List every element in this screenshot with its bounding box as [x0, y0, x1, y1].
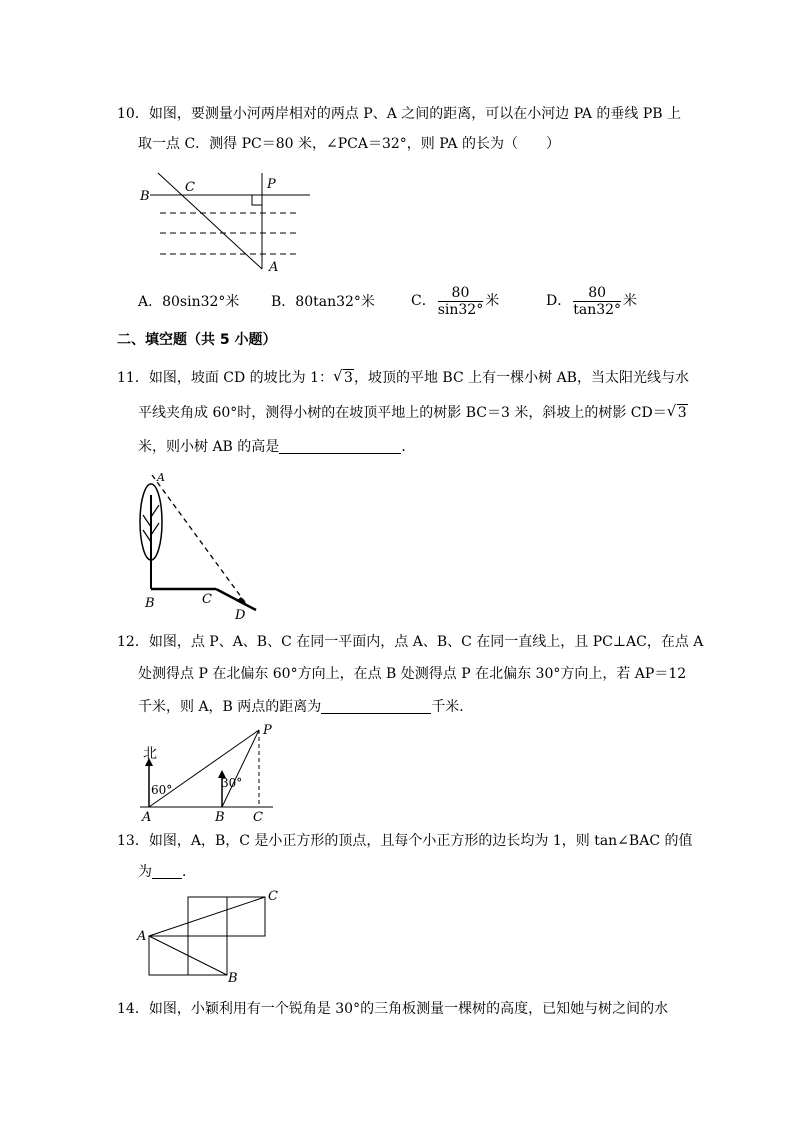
q11-sqrt-2-value: 3 — [677, 405, 687, 421]
q12-label-p: P — [263, 723, 272, 738]
q10-text1: 如图，要测量小河两岸相对的两点 P、A 之间的距离，可以在小河边 PA 的垂线 PB 上 — [148, 106, 682, 122]
q13-line2 — [138, 862, 196, 882]
q10-label-p: P — [267, 177, 276, 192]
q13-text2a: 为 — [138, 864, 152, 880]
q11-text3a: 米，则小树 AB 的高是 — [138, 439, 280, 455]
q10-option-c-den: sin32° — [437, 301, 484, 318]
q11-sqrt-1-value: 3 — [344, 370, 353, 386]
q11-text2a: 平线夹角成 60°时，测得小树的在坡顶平地上的树影 BC＝3 米，斜坡上的树影 CD＝ — [138, 405, 667, 421]
q13-label-b: B — [228, 971, 238, 985]
q10-option-c-label: C． — [411, 293, 436, 309]
q11-label-d: D — [235, 608, 246, 622]
section-title: 二、填空题（共 5 小题） — [117, 332, 277, 348]
q10-option-c — [411, 284, 499, 318]
q13-text2b: ． — [182, 864, 196, 880]
q12-label-a: A — [142, 810, 152, 825]
q12-line-bp — [222, 730, 259, 807]
q11-label-b: B — [145, 596, 155, 611]
q12-text3b: 千米． — [431, 699, 474, 715]
q12-angle-30: 30° — [221, 776, 243, 790]
q10-line1 — [117, 104, 681, 124]
q12-angle-60: 60° — [151, 783, 173, 797]
q11-text1b: ，坡顶的平地 BC 上有一棵小树 AB，当太阳光线与水 — [353, 370, 689, 386]
q13-line-ac — [149, 897, 265, 936]
q12-line1 — [117, 632, 703, 652]
q13-line1 — [117, 831, 692, 851]
q10-line2: 取一点 C．测得 PC＝80 米，∠PCA＝32°，则 PA 的长为（ ） — [138, 136, 560, 152]
q13-label-c: C — [268, 889, 278, 904]
q11-answer-blank[interactable] — [279, 439, 401, 454]
q11-text1a: 如图，坡面 CD 的坡比为 1： — [148, 370, 334, 386]
q10-option-d-den: tan32° — [573, 301, 622, 318]
q10-option-a: A．80sin32°米 — [138, 294, 240, 310]
q12-line3 — [138, 697, 473, 717]
q12-text3a: 千米，则 A，B 两点的距离为 — [138, 699, 322, 715]
q11-tree-branch-2 — [151, 505, 159, 517]
q11-tree-branch-3 — [143, 530, 151, 542]
q10-label-b: B — [140, 189, 150, 204]
q10-option-d-num: 80 — [573, 285, 621, 302]
q10-label-c: C — [185, 180, 195, 195]
q10-option-d-label: D． — [546, 293, 572, 309]
q10-line-ca — [158, 173, 262, 269]
q10-option-c-fraction — [438, 285, 484, 318]
q11-sqrt-1 — [333, 368, 354, 388]
q11-text3b: ． — [401, 439, 416, 455]
q12-answer-blank[interactable] — [321, 699, 431, 714]
q10-number: 10． — [117, 106, 149, 122]
q11-number: 11． — [117, 370, 149, 386]
q10-option-b: B．80tan32°米 — [271, 294, 375, 310]
q11-label-a: A — [157, 471, 165, 484]
q10-option-d-unit: 米 — [623, 293, 638, 309]
q10-option-c-num: 80 — [438, 285, 484, 302]
q12-label-b: B — [215, 810, 225, 825]
q13-figure — [135, 885, 285, 985]
q12-line2: 处测得点 P 在北偏东 60°方向上，在点 B 处测得点 P 在北偏东 30°方向上，若 AP＝12 — [138, 666, 687, 682]
q11-tree-branch-1 — [143, 515, 151, 527]
q13-answer-blank[interactable] — [152, 864, 182, 879]
q11-label-c: C — [202, 592, 212, 607]
q10-option-d — [546, 284, 637, 318]
q11-line3 — [138, 437, 415, 457]
q12-text1: 如图，点 P、A、B、C 在同一平面内，点 A、B、C 在同一直线上，且 PC⊥AC，在点 A — [148, 634, 704, 650]
q12-number: 12． — [117, 634, 149, 650]
q14-number: 14． — [117, 1001, 149, 1017]
q14-text1: 如图，小颖利用有一个锐角是 30°的三角板测量一棵树的高度，已知她与树之间的水 — [148, 1001, 669, 1017]
q13-text1: 如图，A，B，C 是小正方形的顶点，且每个小正方形的边长均为 1，则 tan∠BAC 的值 — [148, 833, 693, 849]
q11-sunlight-ray — [152, 475, 247, 605]
q13-label-a: A — [137, 929, 147, 944]
q11-sqrt-2 — [667, 403, 688, 423]
q11-slope-cd — [216, 589, 256, 610]
q10-label-a: A — [269, 260, 279, 275]
q13-number: 13． — [117, 833, 149, 849]
q10-right-angle-mark — [252, 195, 262, 205]
q11-tree-branch-4 — [151, 523, 159, 535]
q14-line1 — [117, 999, 668, 1019]
q10-option-d-fraction — [573, 285, 621, 318]
q12-label-c: C — [253, 810, 263, 825]
q11-figure — [138, 467, 268, 622]
q10-option-c-unit: 米 — [485, 293, 500, 309]
q12-figure — [135, 720, 285, 825]
q11-line1 — [117, 368, 689, 388]
q11-arrowhead — [236, 597, 248, 607]
q11-line2 — [138, 403, 688, 423]
q12-north-label: 北 — [143, 746, 157, 762]
q10-figure — [138, 165, 318, 280]
